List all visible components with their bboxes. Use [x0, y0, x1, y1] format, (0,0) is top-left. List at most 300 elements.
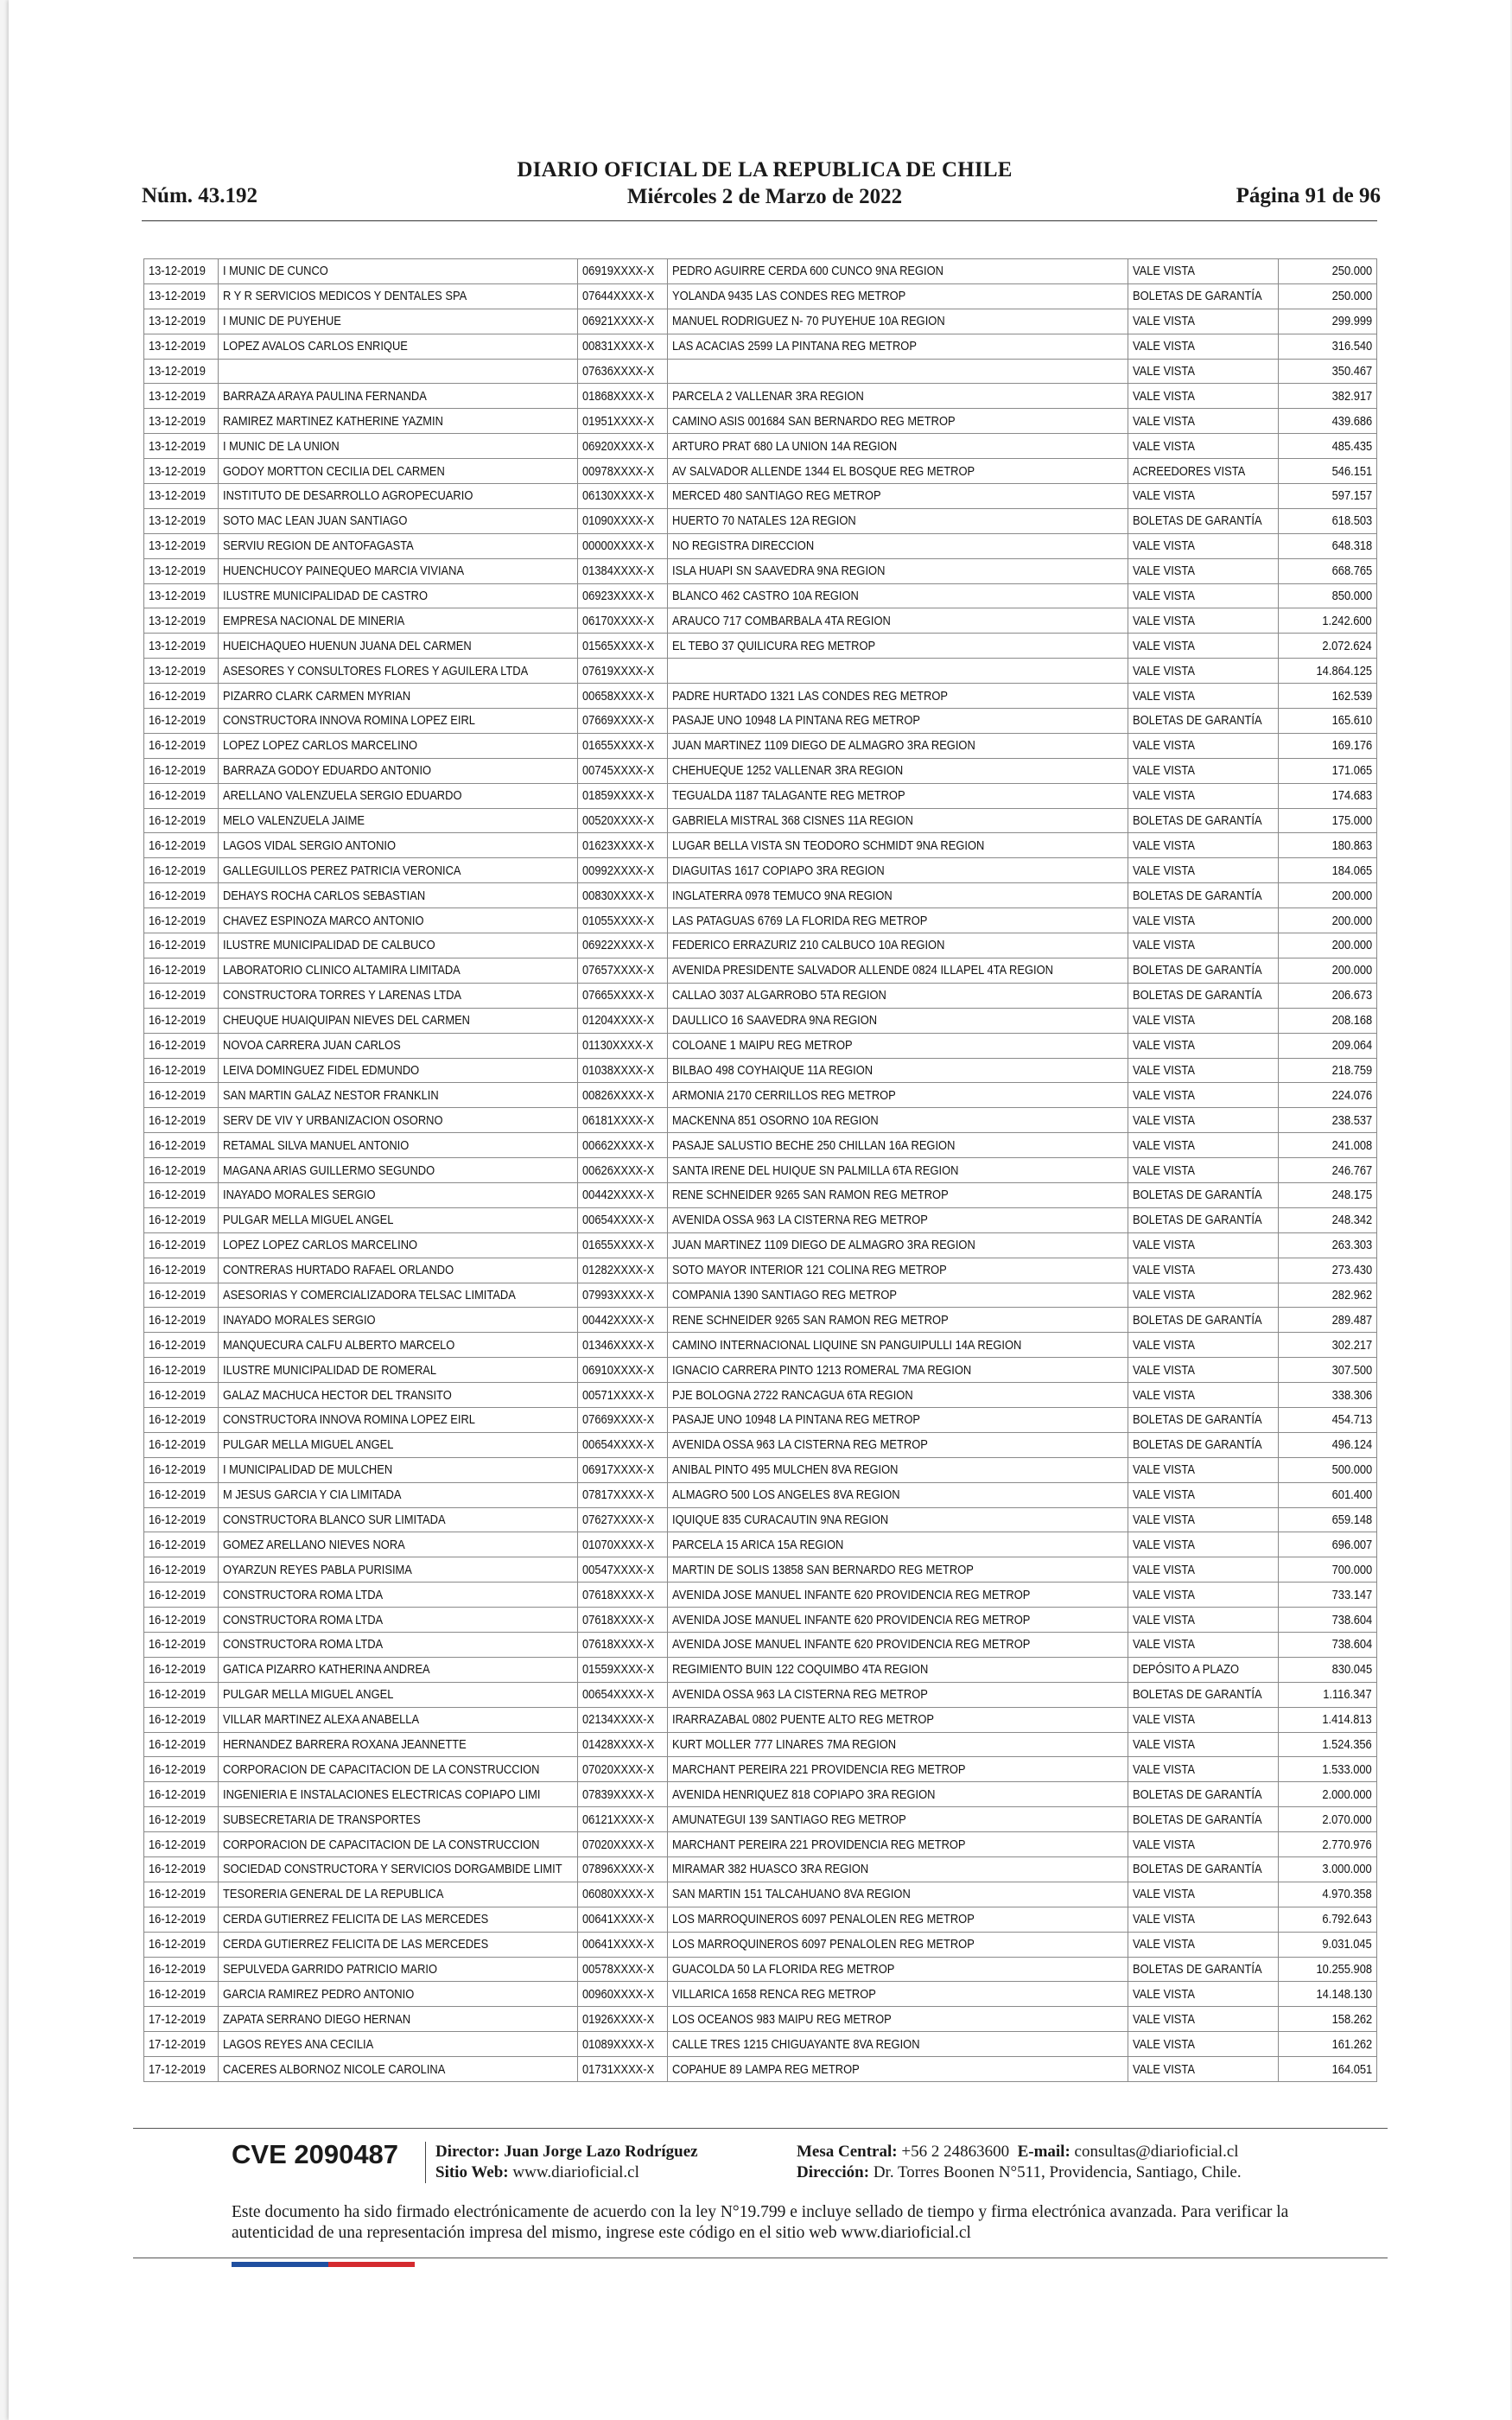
rut-cell	[578, 1133, 668, 1158]
address-cell	[668, 883, 1128, 908]
rut-cell-text: 06919XXXX-X	[582, 264, 655, 279]
date-cell-text: 16-12-2019	[149, 1362, 206, 1378]
name-cell	[219, 1532, 578, 1557]
amount-cell	[1279, 1882, 1377, 1907]
instrument-cell	[1128, 434, 1279, 459]
rut-cell	[578, 958, 668, 983]
amount-cell	[1279, 1207, 1377, 1232]
date-cell-text: 16-12-2019	[149, 988, 206, 1003]
table-row	[144, 359, 1377, 384]
name-cell-text: CERDA GUTIERREZ FELICITA DE LAS MERCEDES	[223, 1912, 489, 1927]
instrument-cell-text: VALE VISTA	[1133, 1587, 1195, 1602]
date-cell	[144, 1957, 219, 1982]
amount-cell	[1279, 659, 1377, 684]
table-row	[144, 558, 1377, 583]
table-row	[144, 1632, 1377, 1657]
instrument-cell-text: VALE VISTA	[1133, 1837, 1195, 1852]
address-cell-text: TEGUALDA 1187 TALAGANTE REG METROP	[672, 788, 905, 804]
amount-cell	[1279, 1283, 1377, 1308]
instrument-cell	[1128, 334, 1279, 359]
address-cell	[668, 1782, 1128, 1807]
address-cell-text: PARCELA 2 VALLENAR 3RA REGION	[672, 388, 864, 404]
name-cell-text: GOMEZ ARELLANO NIEVES NORA	[223, 1537, 405, 1552]
name-cell-text: INGENIERIA E INSTALACIONES ELECTRICAS COPIAPO LIMI	[223, 1786, 541, 1802]
instrument-cell-text: VALE VISTA	[1133, 2011, 1195, 2027]
rut-cell-text: 07618XXXX-X	[582, 1587, 655, 1602]
rut-cell	[578, 659, 668, 684]
date-cell	[144, 384, 219, 409]
amount-cell	[1279, 1308, 1377, 1333]
date-cell	[144, 659, 219, 684]
name-cell-text: INSTITUTO DE DESARROLLO AGROPECUARIO	[223, 488, 473, 504]
instrument-cell-text: VALE VISTA	[1133, 1736, 1195, 1752]
date-cell-text: 16-12-2019	[149, 1412, 206, 1428]
instrument-cell-text: VALE VISTA	[1133, 613, 1195, 628]
table-row	[144, 384, 1377, 409]
name-cell-text: GALAZ MACHUCA HECTOR DEL TRANSITO	[223, 1387, 452, 1403]
rut-cell-text: 00830XXXX-X	[582, 888, 655, 903]
table-row	[144, 583, 1377, 608]
address-cell	[668, 983, 1128, 1008]
name-cell	[219, 783, 578, 808]
name-cell	[219, 2007, 578, 2032]
table-row	[144, 1507, 1377, 1532]
date-cell-text: 16-12-2019	[149, 738, 206, 754]
name-cell	[219, 1358, 578, 1383]
table-row	[144, 634, 1377, 659]
amount-cell	[1279, 983, 1377, 1008]
name-cell	[219, 1583, 578, 1608]
rut-cell-text: 01731XXXX-X	[582, 2061, 655, 2077]
rut-cell-text: 00442XXXX-X	[582, 1312, 655, 1328]
date-cell-text: 13-12-2019	[149, 438, 206, 454]
date-cell	[144, 283, 219, 309]
email-link[interactable]: consultas@diarioficial.cl	[1074, 2143, 1239, 2161]
address-cell	[668, 1557, 1128, 1583]
table-row	[144, 1657, 1377, 1682]
rut-cell-text: 01089XXXX-X	[582, 2036, 655, 2052]
rut-cell-text: 00654XXXX-X	[582, 1437, 655, 1453]
rut-cell	[578, 858, 668, 883]
date-cell-text: 16-12-2019	[149, 1986, 206, 2002]
instrument-cell	[1128, 1757, 1279, 1782]
records-table-body	[144, 259, 1377, 2082]
instrument-cell-text: VALE VISTA	[1133, 1537, 1195, 1552]
name-cell	[219, 1857, 578, 1882]
address-cell	[668, 1757, 1128, 1782]
date-cell-text: 16-12-2019	[149, 1462, 206, 1478]
date-cell-text: 16-12-2019	[149, 1812, 206, 1827]
rut-cell-text: 01655XXXX-X	[582, 1238, 655, 1253]
instrument-cell	[1128, 1682, 1279, 1707]
instrument-cell-text: VALE VISTA	[1133, 1238, 1195, 1253]
table-row	[144, 1457, 1377, 1482]
instrument-cell	[1128, 1857, 1279, 1882]
address-cell	[668, 1732, 1128, 1757]
date-cell-text: 13-12-2019	[149, 314, 206, 329]
rut-cell	[578, 459, 668, 484]
instrument-cell	[1128, 1383, 1279, 1408]
rut-cell-text: 01282XXXX-X	[582, 1263, 655, 1278]
amount-cell-text: 316.540	[1331, 339, 1372, 354]
name-cell-text: CONSTRUCTORA BLANCO SUR LIMITADA	[223, 1512, 446, 1527]
instrument-cell	[1128, 1008, 1279, 1033]
amount-cell-text: 1.414.813	[1322, 1712, 1372, 1728]
instrument-cell-text: BOLETAS DE GARANTÍA	[1133, 1962, 1262, 1977]
amount-cell-text: 601.400	[1331, 1487, 1372, 1503]
address-label: Dirección:	[797, 2163, 870, 2181]
name-cell-text: CHAVEZ ESPINOZA MARCO ANTONIO	[223, 913, 424, 928]
instrument-cell-text: BOLETAS DE GARANTÍA	[1133, 1786, 1262, 1802]
name-cell-text: CORPORACION DE CAPACITACION DE LA CONSTRUCCION	[223, 1761, 540, 1777]
rut-cell	[578, 1707, 668, 1732]
date-cell-text: 16-12-2019	[149, 1387, 206, 1403]
rut-cell	[578, 1882, 668, 1907]
address-cell-text: LUGAR BELLA VISTA SN TEODORO SCHMIDT 9NA REGION	[672, 837, 985, 853]
amount-cell-text: 1.116.347	[1323, 1687, 1372, 1703]
table-row	[144, 508, 1377, 533]
rut-cell-text: 00826XXXX-X	[582, 1087, 655, 1103]
rut-cell-text: 06130XXXX-X	[582, 488, 655, 504]
table-row	[144, 1682, 1377, 1707]
address-cell-text: LOS MARROQUINEROS 6097 PENALOLEN REG METROP	[672, 1937, 975, 1952]
table-row	[144, 1033, 1377, 1058]
footer-separator	[425, 2142, 426, 2183]
date-cell-text: 16-12-2019	[149, 1162, 206, 1178]
table-row	[144, 1982, 1377, 2007]
rut-cell	[578, 2057, 668, 2082]
table-row	[144, 659, 1377, 684]
address-cell	[668, 1133, 1128, 1158]
address-cell-text: ARTURO PRAT 680 LA UNION 14A REGION	[672, 438, 898, 454]
date-cell-text: 16-12-2019	[149, 1137, 206, 1153]
table-row	[144, 608, 1377, 634]
name-cell	[219, 1757, 578, 1782]
date-cell	[144, 1583, 219, 1608]
address-cell-text: PJE BOLOGNA 2722 RANCAGUA 6TA REGION	[672, 1387, 913, 1403]
rut-cell-text: 00626XXXX-X	[582, 1162, 655, 1178]
amount-cell-text: 1.524.356	[1322, 1736, 1372, 1752]
rut-cell	[578, 1457, 668, 1482]
instrument-cell-text: VALE VISTA	[1133, 438, 1195, 454]
rut-cell-text: 06181XXXX-X	[582, 1112, 655, 1128]
address-cell	[668, 1882, 1128, 1907]
rut-cell-text: 01346XXXX-X	[582, 1337, 655, 1353]
instrument-cell-text: BOLETAS DE GARANTÍA	[1133, 1188, 1262, 1203]
instrument-cell	[1128, 1407, 1279, 1432]
address-cell-text: MARCHANT PEREIRA 221 PROVIDENCIA REG METROP	[672, 1761, 966, 1777]
address-cell-text: DAULLICO 16 SAAVEDRA 9NA REGION	[672, 1013, 878, 1028]
rut-cell-text: 06923XXXX-X	[582, 589, 655, 604]
instrument-cell-text: BOLETAS DE GARANTÍA	[1133, 963, 1262, 978]
table-row	[144, 1058, 1377, 1083]
name-cell	[219, 684, 578, 709]
director-name: Juan Jorge Lazo Rodríguez	[504, 2143, 698, 2161]
name-cell-text: LOPEZ LOPEZ CARLOS MARCELINO	[223, 1238, 418, 1253]
name-cell	[219, 558, 578, 583]
site-label: Sitio Web:	[435, 2163, 509, 2181]
amount-cell-text: 738.604	[1331, 1637, 1372, 1653]
address-cell	[668, 583, 1128, 608]
name-cell-text: ILUSTRE MUNICIPALIDAD DE CASTRO	[223, 589, 429, 604]
name-cell	[219, 409, 578, 434]
address-cell-text: AVENIDA JOSE MANUEL INFANTE 620 PROVIDENCIA REG METROP	[672, 1637, 1031, 1653]
name-cell-text: CHEUQUE HUAIQUIPAN NIEVES DEL CARMEN	[223, 1013, 471, 1028]
name-cell-text: SOCIEDAD CONSTRUCTORA Y SERVICIOS DORGAMBIDE LIMIT	[223, 1862, 562, 1877]
amount-cell-text: 500.000	[1331, 1462, 1372, 1478]
amount-cell	[1279, 1507, 1377, 1532]
table-row	[144, 1857, 1377, 1882]
rut-cell-text: 06921XXXX-X	[582, 314, 655, 329]
cve-code: CVE 2090487	[232, 2139, 399, 2169]
instrument-cell-text: BOLETAS DE GARANTÍA	[1133, 1213, 1262, 1228]
date-cell	[144, 833, 219, 858]
date-cell-text: 16-12-2019	[149, 788, 206, 804]
rut-cell-text: 07618XXXX-X	[582, 1637, 655, 1653]
table-row	[144, 958, 1377, 983]
date-cell	[144, 1732, 219, 1757]
amount-cell	[1279, 634, 1377, 659]
amount-cell-text: 382.917	[1331, 388, 1372, 404]
rut-cell	[578, 334, 668, 359]
table-row	[144, 933, 1377, 958]
name-cell-text: SERVIU REGION DE ANTOFAGASTA	[223, 538, 414, 554]
table-row	[144, 2032, 1377, 2057]
rut-cell	[578, 1907, 668, 1932]
name-cell	[219, 1457, 578, 1482]
instrument-cell	[1128, 1308, 1279, 1333]
table-row	[144, 1907, 1377, 1932]
amount-cell-text: 2.072.624	[1322, 638, 1372, 653]
instrument-cell-text: VALE VISTA	[1133, 938, 1195, 953]
table-row	[144, 1232, 1377, 1258]
date-cell-text: 13-12-2019	[149, 513, 206, 529]
address-cell	[668, 459, 1128, 484]
date-cell-text: 17-12-2019	[149, 2061, 206, 2077]
instrument-cell	[1128, 1608, 1279, 1633]
amount-cell-text: 250.000	[1331, 264, 1372, 279]
site-link[interactable]: www.diarioficial.cl	[512, 2163, 639, 2181]
amount-cell	[1279, 709, 1377, 734]
instrument-cell	[1128, 259, 1279, 284]
address-cell-text: AVENIDA HENRIQUEZ 818 COPIAPO 3RA REGION	[672, 1786, 936, 1802]
amount-cell	[1279, 1682, 1377, 1707]
name-cell-text: CONTRERAS HURTADO RAFAEL ORLANDO	[223, 1263, 454, 1278]
amount-cell-text: 246.767	[1331, 1162, 1372, 1178]
address-cell-text: ARMONIA 2170 CERRILLOS REG METROP	[672, 1087, 896, 1103]
date-cell	[144, 1358, 219, 1383]
date-cell	[144, 1782, 219, 1807]
amount-cell	[1279, 1782, 1377, 1807]
amount-cell-text: 496.124	[1331, 1437, 1372, 1453]
legal-notice: Este documento ha sido firmado electrónicamente de acuerdo con la ley N°19.799 e incluye sellado de tiempo y firma electrónica avanzada. Para verificar la autenticidad de una representación impresa del mismo, ingrese este código en el sitio web www.diarioficial.cl	[232, 2203, 1289, 2242]
rut-cell	[578, 1158, 668, 1183]
name-cell-text: I MUNIC DE CUNCO	[223, 264, 328, 279]
amount-cell-text: 439.686	[1331, 413, 1372, 429]
date-cell-text: 13-12-2019	[149, 463, 206, 479]
rut-cell-text: 06920XXXX-X	[582, 438, 655, 454]
amount-cell	[1279, 2032, 1377, 2057]
name-cell-text: PIZARRO CLARK CARMEN MYRIAN	[223, 688, 411, 704]
address-cell-text: IRARRAZABAL 0802 PUENTE ALTO REG METROP	[672, 1712, 935, 1728]
date-cell	[144, 933, 219, 958]
address-cell	[668, 1158, 1128, 1183]
address-cell	[668, 283, 1128, 309]
rut-cell-text: 07020XXXX-X	[582, 1837, 655, 1852]
instrument-cell-text: BOLETAS DE GARANTÍA	[1133, 713, 1262, 729]
address-cell	[668, 833, 1128, 858]
date-cell	[144, 1407, 219, 1432]
amount-cell-text: 250.000	[1331, 289, 1372, 304]
amount-cell	[1279, 309, 1377, 334]
date-cell	[144, 758, 219, 783]
rut-cell	[578, 1033, 668, 1058]
amount-cell-text: 208.168	[1331, 1013, 1372, 1028]
address-cell	[668, 1707, 1128, 1732]
amount-cell	[1279, 1407, 1377, 1432]
rut-cell	[578, 1682, 668, 1707]
date-cell	[144, 1832, 219, 1857]
rut-cell	[578, 283, 668, 309]
date-cell-text: 16-12-2019	[149, 1786, 206, 1802]
date-cell-text: 16-12-2019	[149, 1188, 206, 1203]
instrument-cell	[1128, 1108, 1279, 1133]
address-cell-text: PARCELA 15 ARICA 15A REGION	[672, 1537, 844, 1552]
date-cell-text: 16-12-2019	[149, 1437, 206, 1453]
name-cell	[219, 1232, 578, 1258]
table-row	[144, 283, 1377, 309]
name-cell	[219, 1207, 578, 1232]
table-row	[144, 1182, 1377, 1207]
instrument-cell-text: BOLETAS DE GARANTÍA	[1133, 1437, 1262, 1453]
address-cell-text: MERCED 480 SANTIAGO REG METROP	[672, 488, 881, 504]
table-row	[144, 1133, 1377, 1158]
name-cell	[219, 434, 578, 459]
rut-cell	[578, 1732, 668, 1757]
instrument-cell	[1128, 1782, 1279, 1807]
instrument-cell-text: BOLETAS DE GARANTÍA	[1133, 813, 1262, 829]
date-cell-text: 16-12-2019	[149, 1213, 206, 1228]
amount-cell	[1279, 1557, 1377, 1583]
table-row	[144, 1932, 1377, 1957]
date-cell-text: 16-12-2019	[149, 1862, 206, 1877]
instrument-cell	[1128, 634, 1279, 659]
amount-cell	[1279, 1932, 1377, 1957]
date-cell-text: 16-12-2019	[149, 1937, 206, 1952]
instrument-cell	[1128, 309, 1279, 334]
instrument-cell-text: VALE VISTA	[1133, 1612, 1195, 1627]
name-cell-text: RETAMAL SILVA MANUEL ANTONIO	[223, 1137, 410, 1153]
name-cell	[219, 908, 578, 933]
rut-cell	[578, 1182, 668, 1207]
date-cell	[144, 783, 219, 808]
table-row	[144, 2007, 1377, 2032]
name-cell	[219, 1732, 578, 1757]
instrument-cell	[1128, 384, 1279, 409]
instrument-cell	[1128, 1333, 1279, 1358]
rut-cell	[578, 1432, 668, 1457]
instrument-cell	[1128, 733, 1279, 758]
rut-cell-text: 01559XXXX-X	[582, 1662, 655, 1678]
date-cell	[144, 733, 219, 758]
amount-cell-text: 338.306	[1331, 1387, 1372, 1403]
date-cell-text: 16-12-2019	[149, 1287, 206, 1302]
name-cell	[219, 958, 578, 983]
instrument-cell-text: VALE VISTA	[1133, 2036, 1195, 2052]
address-cell	[668, 783, 1128, 808]
name-cell-text: TESORERIA GENERAL DE LA REPUBLICA	[223, 1887, 444, 1902]
date-cell-text: 13-12-2019	[149, 638, 206, 653]
name-cell-text: LAGOS VIDAL SERGIO ANTONIO	[223, 837, 397, 853]
instrument-cell-text: VALE VISTA	[1133, 264, 1195, 279]
address-cell	[668, 709, 1128, 734]
name-cell-text: SEPULVEDA GARRIDO PATRICIO MARIO	[223, 1962, 438, 1977]
date-cell	[144, 1108, 219, 1133]
amount-cell	[1279, 1657, 1377, 1682]
address-cell-text: IQUIQUE 835 CURACAUTIN 9NA REGION	[672, 1512, 889, 1527]
instrument-cell	[1128, 1507, 1279, 1532]
amount-cell-text: 299.999	[1331, 314, 1372, 329]
date-cell-text: 16-12-2019	[149, 1637, 206, 1653]
name-cell	[219, 1657, 578, 1682]
rut-cell	[578, 1308, 668, 1333]
date-cell-text: 16-12-2019	[149, 688, 206, 704]
table-row	[144, 1482, 1377, 1507]
name-cell	[219, 608, 578, 634]
instrument-cell	[1128, 1632, 1279, 1657]
date-cell	[144, 1932, 219, 1957]
address-cell	[668, 1857, 1128, 1882]
address-cell	[668, 484, 1128, 509]
instrument-cell	[1128, 409, 1279, 434]
table-row	[144, 1832, 1377, 1857]
instrument-cell-text: VALE VISTA	[1133, 688, 1195, 704]
rut-cell	[578, 1507, 668, 1532]
amount-cell	[1279, 484, 1377, 509]
amount-cell-text: 224.076	[1331, 1087, 1372, 1103]
rut-cell	[578, 1982, 668, 2007]
table-row	[144, 908, 1377, 933]
flag-stripe-blue	[232, 2262, 328, 2267]
amount-cell	[1279, 409, 1377, 434]
rut-cell	[578, 583, 668, 608]
rut-cell	[578, 259, 668, 284]
name-cell	[219, 659, 578, 684]
instrument-cell	[1128, 833, 1279, 858]
name-cell	[219, 983, 578, 1008]
amount-cell	[1279, 384, 1377, 409]
address-cell	[668, 1333, 1128, 1358]
address-cell	[668, 309, 1128, 334]
address-cell	[668, 1258, 1128, 1283]
rut-cell-text: 01090XXXX-X	[582, 513, 655, 529]
rut-cell-text: 01070XXXX-X	[582, 1537, 655, 1552]
address-cell-text: ARAUCO 717 COMBARBALA 4TA REGION	[672, 613, 891, 628]
date-cell	[144, 634, 219, 659]
date-cell-text: 16-12-2019	[149, 1887, 206, 1902]
rut-cell-text: 00745XXXX-X	[582, 763, 655, 779]
name-cell	[219, 1432, 578, 1457]
date-cell-text: 16-12-2019	[149, 1263, 206, 1278]
instrument-cell-text: VALE VISTA	[1133, 1137, 1195, 1153]
name-cell	[219, 1182, 578, 1207]
instrument-cell-text: VALE VISTA	[1133, 1112, 1195, 1128]
amount-cell	[1279, 1457, 1377, 1482]
amount-cell	[1279, 1632, 1377, 1657]
address-cell	[668, 558, 1128, 583]
rut-cell	[578, 484, 668, 509]
instrument-cell-text: VALE VISTA	[1133, 1062, 1195, 1078]
